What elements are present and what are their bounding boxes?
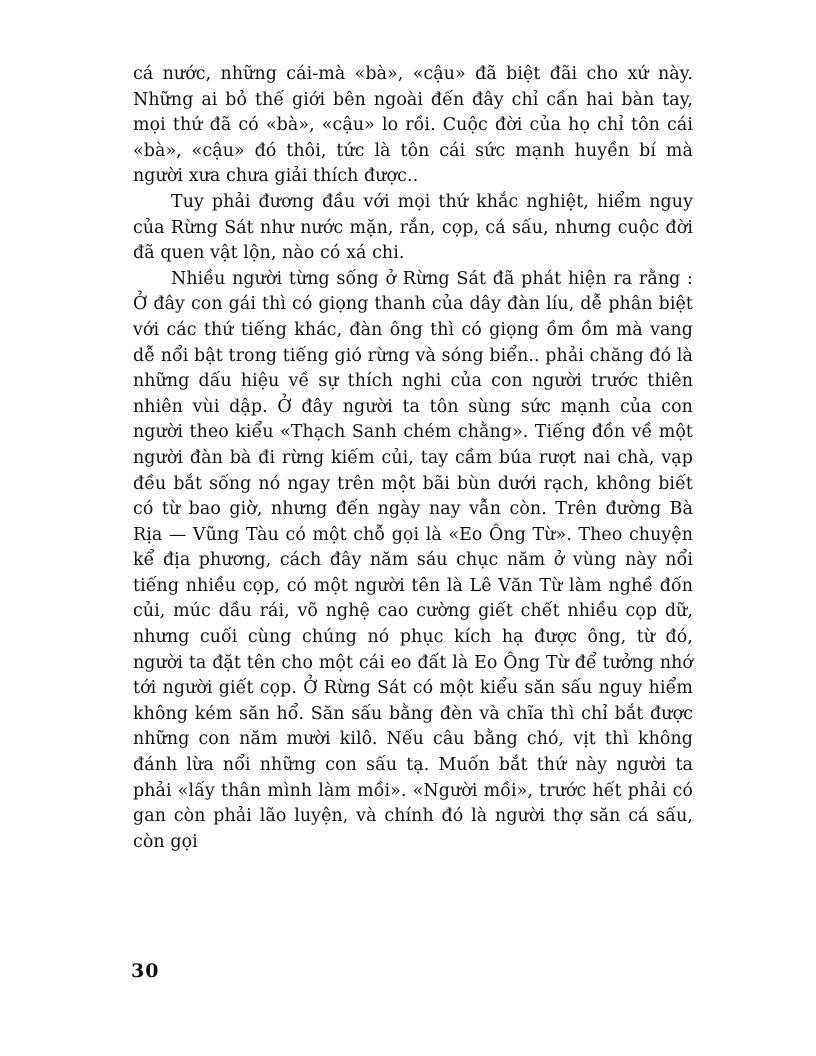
page-number: 30 xyxy=(131,960,160,982)
body-text xyxy=(133,62,693,855)
paragraph-3: Nhiều người từng sống ở Rừng Sát đã phát hiện ra rằng : Ở đây con gái thì có giọng thanh của dây đàn líu, dễ phân biệt với các thứ tiếng khác, đàn ông thì có giọng ồm ồm mà vang dễ nổi bật trong tiếng gió rừng và sóng biển.. phải chăng đó là những dấu hiệu về sự thích nghi của con người trước thiên nhiên vùi dập. Ở đây người ta tôn sùng sức mạnh của con người theo kiểu «Thạch Sanh chém chằng». Tiếng đồn về một người đàn bà đi rừng kiếm củi, tay cầm búa rượt nai chà, vạp đều bắt sống nó ngay trên một bãi bùn dưới rạch, không biết có từ bao giờ, nhưng đến ngày nay vẫn còn. Trên đường Bà Rịa — Vũng Tàu có một chỗ gọi là «Eo Ông Từ». Theo chuyện kể địa phương, cách đây năm sáu chục năm ở vùng này nổi tiếng nhiều cọp, có một người tên là Lê Văn Từ làm nghề đốn củi, múc dầu rái, võ nghệ cao cường giết chết nhiều cọp dữ, nhưng cuối cùng chúng nó phục kích hạ được ông, từ đó, người ta đặt tên cho một cái eo đất là Eo Ông Từ để tưởng nhớ tới người giết cọp. Ở Rừng Sát có một kiểu săn sấu nguy hiểm không kém săn hổ. Săn sấu bằng đèn và chĩa thì chỉ bắt được những con năm mười kilô. Nếu câu bằng chó, vịt thì không đánh lừa nổi những con sấu tạ. Muốn bắt thứ này người ta phải «lấy thân mình làm mồi». «Người mồi», trước hết phải có gan còn phải lão luyện, và chính đó là người thợ săn cá sấu, còn gọi xyxy=(133,268,693,852)
paragraph-1: cá nước, những cái-mà «bà», «cậu» đã biệt đãi cho xứ này. Những ai bỏ thế giới bên ngoài đến đây chỉ cần hai bàn tay, mọi thứ đã có «bà», «cậu» lo rồi. Cuộc đời của họ chỉ tôn cái «bà», «cậu» đó thôi, tức là tôn cái sức mạnh huyền bí mà người xưa chưa giải thích được.. xyxy=(133,64,693,187)
paragraph-2: Tuy phải đương đầu với mọi thứ khắc nghiệt, hiểm nguy của Rừng Sát như nước mặn, rắn, cọp, cá sấu, nhưng cuộc đời đã quen vật lộn, nào có xá chi. xyxy=(133,191,693,264)
